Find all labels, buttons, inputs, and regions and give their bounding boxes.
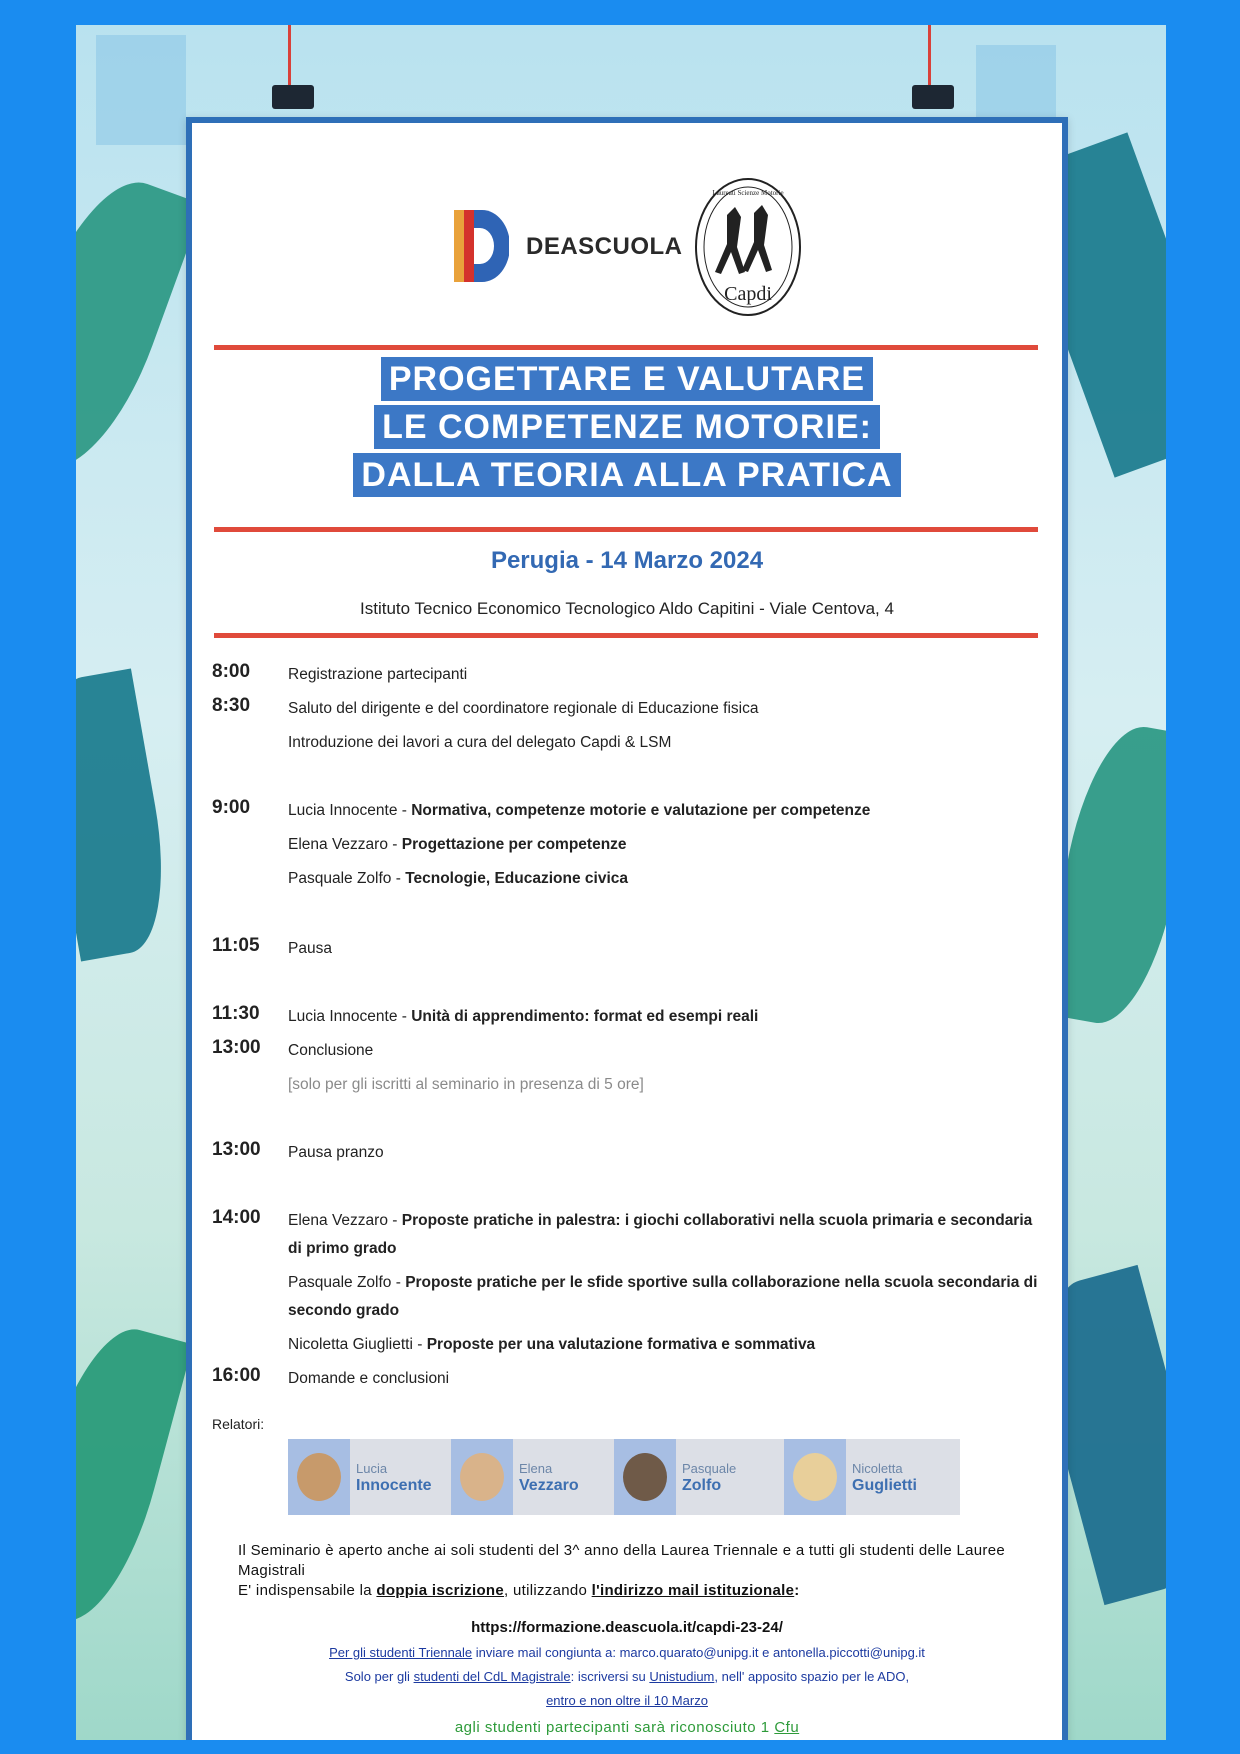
agenda-time: 11:05: [212, 935, 260, 956]
talk-title: Proposte pratiche per le sfide sportive sulla collaborazione nella scuola secondaria di secondo grado: [288, 1274, 1038, 1319]
binder-clip: [272, 65, 306, 135]
speaker-first-name: Elena: [519, 1461, 553, 1476]
agenda-time: 13:00: [212, 1139, 261, 1160]
title-line: LE COMPETENZE MOTORIE:: [374, 405, 880, 449]
event-place-date: Perugia - 14 Marzo 2024: [490, 547, 764, 574]
notice-text: E' indispensabile la doppia iscrizione, utilizzando l'indirizzo mail istituzionale:: [238, 1582, 800, 1599]
agenda-item: Saluto del dirigente e del coordinatore regionale di Educazione fisica: [288, 700, 759, 717]
event-venue: Istituto Tecnico Economico Tecnologico Aldo Capitini - Viale Centova, 4: [360, 599, 894, 618]
avatar: [784, 1439, 846, 1515]
agenda-item: [288, 865, 1048, 893]
capdi-logo-text: Capdi: [724, 283, 772, 305]
talk-title: Normativa, competenze motorie e valutazione per competenze: [411, 802, 871, 819]
speaker-first-name: Lucia: [356, 1461, 388, 1476]
speaker-card: [288, 1439, 453, 1515]
divider-line: [214, 527, 1038, 532]
agenda-item: [288, 1003, 1048, 1031]
title-line: PROGETTARE E VALUTARE: [381, 357, 873, 401]
talk-title: Unità di apprendimento: format ed esempi reali: [411, 1008, 759, 1025]
speaker-last-name: Vezzaro: [519, 1477, 579, 1494]
agenda-time: 16:00: [212, 1365, 261, 1386]
enrollment-notice: [238, 1541, 1028, 1601]
agenda-time: 8:00: [212, 661, 251, 682]
speaker-name: Elena Vezzaro -: [288, 836, 402, 853]
magistrale-instructions: Solo per gli studenti del CdL Magistrale: iscriversi su Unistudium, nell' apposito spazio per le ADO,: [344, 1669, 910, 1684]
poster-sheet: [186, 117, 1068, 1740]
speaker-card: [784, 1439, 960, 1515]
building-decoration: [96, 35, 186, 145]
deascuola-wordmark: DEASCUOLA: [526, 233, 683, 260]
avatar: [614, 1439, 676, 1515]
agenda-item: [288, 1331, 1048, 1359]
speaker-name: Lucia Innocente -: [288, 802, 412, 819]
agenda-item: Conclusione: [288, 1042, 374, 1059]
talk-title: Proposte pratiche in palestra: i giochi collaborativi nella scuola primaria e secondaria di primo grado: [288, 1212, 1033, 1257]
agenda-item: Pausa pranzo: [288, 1144, 384, 1161]
agenda-item: [288, 831, 1048, 859]
binder-clip: [912, 65, 946, 135]
institutional-mail-text: l'indirizzo mail istituzionale: [591, 1582, 795, 1599]
deadline-text: entro e non oltre il 10 Marzo: [546, 1693, 708, 1708]
speaker-last-name: Innocente: [356, 1477, 432, 1494]
divider-line: [214, 633, 1038, 638]
avatar: [288, 1439, 350, 1515]
deascuola-logo-icon: [454, 210, 509, 282]
divider-line: [214, 345, 1038, 350]
speaker-name: Pasquale Zolfo -: [288, 870, 406, 887]
agenda-time: 9:00: [212, 797, 251, 818]
agenda-item: Registrazione partecipanti: [288, 666, 468, 683]
speaker-name: Elena Vezzaro -: [288, 1212, 402, 1229]
speaker-name: Pasquale Zolfo -: [288, 1274, 406, 1291]
agenda-item: Domande e conclusioni: [288, 1370, 450, 1387]
triennale-instructions: Per gli studenti Triennale inviare mail congiunta a: marco.quarato@unipg.it e antonella.piccotti@unipg.it: [329, 1645, 925, 1660]
title-line: DALLA TEORIA ALLA PRATICA: [353, 453, 900, 497]
agenda-item: [288, 797, 1048, 825]
speaker-first-name: Pasquale: [682, 1461, 737, 1476]
talk-title: Tecnologie, Educazione civica: [405, 870, 628, 887]
speaker-card: [451, 1439, 616, 1515]
double-enrollment-text: doppia iscrizione: [376, 1582, 505, 1599]
agenda-time: 11:30: [212, 1003, 260, 1024]
agenda-item: [288, 1269, 1048, 1325]
agenda-time: 13:00: [212, 1037, 261, 1058]
speaker-last-name: Guglietti: [852, 1477, 917, 1494]
flyer-frame: [76, 25, 1166, 1740]
speaker-card: [614, 1439, 784, 1515]
capdi-logo-ring-text: Laureati Scienze Motorie: [712, 189, 784, 197]
avatar: [451, 1439, 513, 1515]
speakers-strip: [288, 1439, 960, 1515]
talk-title: Progettazione per competenze: [401, 836, 627, 853]
speaker-name: Nicoletta Giuglietti -: [288, 1336, 427, 1353]
agenda-note: [solo per gli iscritti al seminario in presenza di 5 ore]: [288, 1076, 644, 1093]
agenda-item: Introduzione dei lavori a cura del delegato Capdi & LSM: [288, 734, 672, 751]
notice-text: Il Seminario è aperto anche ai soli studenti del 3^ anno della Laurea Triennale e a tutti gli studenti delle Lauree Magistrali: [238, 1542, 1006, 1579]
agenda-time: 8:30: [212, 695, 251, 716]
event-title: [192, 355, 1062, 499]
logo-row: [192, 175, 1062, 325]
speakers-label: Relatori:: [212, 1416, 265, 1432]
agenda-time: 14:00: [212, 1207, 261, 1228]
agenda-item: [288, 1207, 1048, 1263]
talk-title: Proposte per una valutazione formativa e sommativa: [426, 1336, 816, 1353]
agenda-item: Pausa: [288, 940, 332, 957]
speaker-last-name: Zolfo: [682, 1477, 722, 1494]
speaker-first-name: Nicoletta: [852, 1461, 903, 1476]
registration-link[interactable]: https://formazione.deascuola.it/capdi-23-24/: [471, 1619, 783, 1636]
speaker-name: Lucia Innocente -: [288, 1008, 412, 1025]
cfu-notice: agli studenti partecipanti sarà riconosciuto 1 Cfu: [454, 1719, 800, 1736]
capdi-logo: [692, 175, 804, 320]
